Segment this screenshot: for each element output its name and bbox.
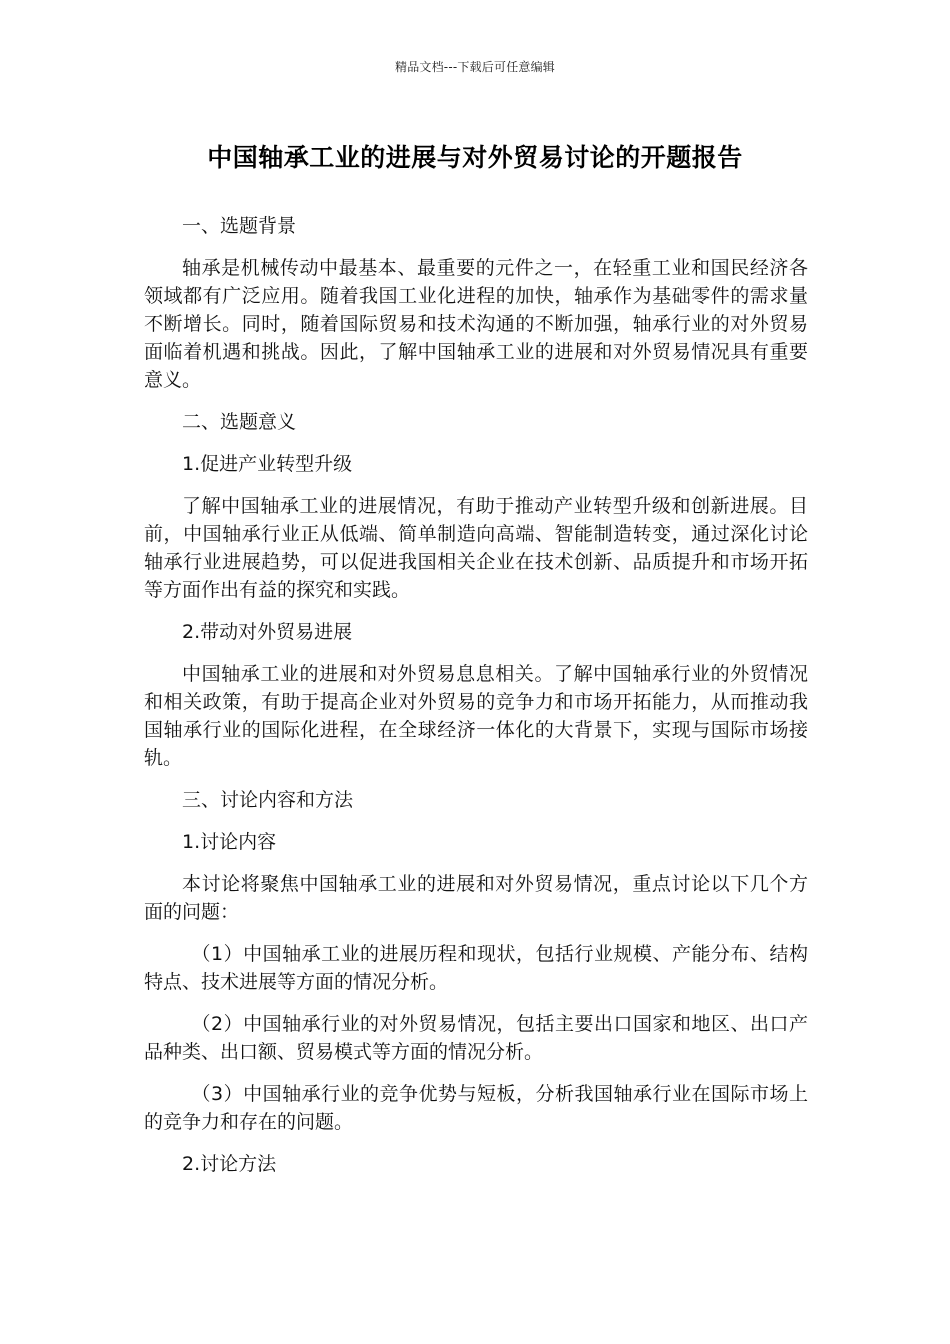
section-heading-significance: 二、选题意义 bbox=[182, 411, 297, 433]
document-body bbox=[144, 212, 808, 1192]
list-item-3: （3）中国轴承行业的竞争优势与短板，分析我国轴承行业在国际市场上的竞争力和存在的问题。 bbox=[144, 1083, 808, 1133]
header-note: 精品文档---下载后可任意编辑 bbox=[395, 60, 555, 74]
section-heading-content-methods: 三、讨论内容和方法 bbox=[182, 789, 354, 811]
list-item-1: （1）中国轴承工业的进展历程和现状，包括行业规模、产能分布、结构特点、技术进展等方面的情况分析。 bbox=[144, 943, 808, 993]
document-title: 中国轴承工业的进展与对外贸易讨论的开题报告 bbox=[207, 143, 743, 172]
paragraph-background: 轴承是机械传动中最基本、最重要的元件之一，在轻重工业和国民经济各领域都有广泛应用。随着我国工业化进程的加快，轴承作为基础零件的需求量不断增长。同时，随着国际贸易和技术沟通的不断加强，轴承行业的对外贸易面临着机遇和挑战。因此，了解中国轴承工业的进展和对外贸易情况具有重要意义。 bbox=[144, 257, 808, 391]
subheading-foreign-trade: 2.带动对外贸易进展 bbox=[182, 621, 353, 643]
list-item-2: （2）中国轴承行业的对外贸易情况，包括主要出口国家和地区、出口产品种类、出口额、贸易模式等方面的情况分析。 bbox=[144, 1013, 808, 1063]
section-heading-background: 一、选题背景 bbox=[182, 215, 297, 237]
subheading-research-methods: 2.讨论方法 bbox=[182, 1153, 277, 1175]
paragraph-industry-upgrade: 了解中国轴承工业的进展情况，有助于推动产业转型升级和创新进展。目前，中国轴承行业正从低端、简单制造向高端、智能制造转变，通过深化讨论轴承行业进展趋势，可以促进我国相关企业在技术创新、品质提升和市场开拓等方面作出有益的探究和实践。 bbox=[144, 495, 808, 601]
paragraph-research-content: 本讨论将聚焦中国轴承工业的进展和对外贸易情况，重点讨论以下几个方面的问题： bbox=[144, 873, 808, 923]
subheading-industry-upgrade: 1.促进产业转型升级 bbox=[182, 453, 353, 475]
subheading-research-content: 1.讨论内容 bbox=[182, 831, 277, 853]
paragraph-foreign-trade: 中国轴承工业的进展和对外贸易息息相关。了解中国轴承行业的外贸情况和相关政策，有助于提高企业对外贸易的竞争力和市场开拓能力，从而推动我国轴承行业的国际化进程，在全球经济一体化的大背景下，实现与国际市场接轨。 bbox=[144, 663, 808, 769]
